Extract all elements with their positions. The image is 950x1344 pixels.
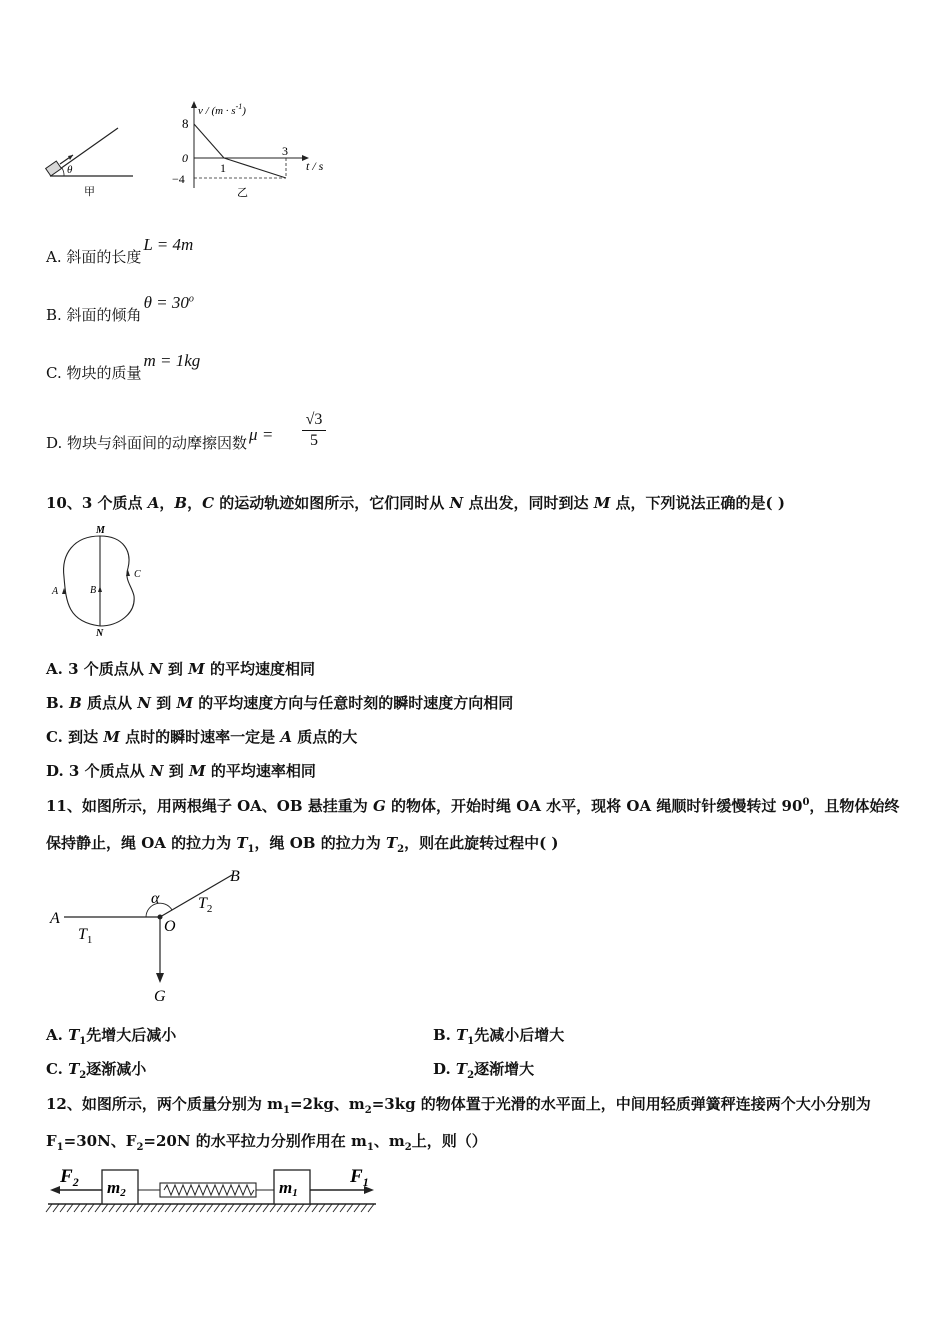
v-axis-label: $v / (m \cdot s^{-1})$ — [198, 102, 246, 117]
q10-stem: 10、3 个质点 A，B，C 的运动轨迹如图所示，它们同时从 N 点出发，同时到达 M 点，下列说法正确的是( ) — [46, 494, 785, 512]
point-m: M — [96, 525, 105, 536]
hatch-stroke — [354, 1204, 360, 1212]
option-label: B. 斜面的倾角 — [46, 306, 142, 324]
hatch-stroke — [137, 1204, 143, 1212]
hatch-stroke — [130, 1204, 136, 1212]
spring-balance-casing — [160, 1183, 256, 1197]
hatch-stroke — [102, 1204, 108, 1212]
point-n: N — [96, 628, 104, 639]
theta-label: θ — [67, 164, 73, 176]
hatch-stroke — [186, 1204, 192, 1212]
q11-option-c: C. $T_2$逐渐减小 — [46, 1060, 147, 1081]
option-math: $\theta = 30^o$ — [143, 293, 194, 312]
tick-0: 0 — [182, 151, 188, 165]
hatch-stroke — [172, 1204, 178, 1212]
v-t-segment-2 — [224, 158, 286, 178]
label-o: O — [164, 918, 176, 935]
tick-3: 3 — [282, 144, 288, 158]
block — [46, 161, 62, 176]
hatch-stroke — [368, 1204, 374, 1212]
tick-1: 1 — [220, 161, 226, 175]
option-label: A. 斜面的长度 — [46, 248, 142, 266]
option-math: μ = — [249, 425, 274, 444]
q11-option-a: A. $T_1$先增大后减小 — [46, 1026, 177, 1047]
incline-figure-jia — [40, 120, 140, 200]
spring-balance-figure — [44, 1160, 384, 1220]
label-c: C — [134, 569, 141, 580]
hatch-stroke — [207, 1204, 213, 1212]
jia-caption: 甲 — [84, 186, 95, 198]
hatch-stroke — [347, 1204, 353, 1212]
q12-stem-line-1: 12、如图所示，两个质量分别为 $m_1=2kg$、$m_2=3kg$ 的物体置于光滑的水平面上，中间用轻质弹簧秤连接两个大小分别为 — [46, 1095, 871, 1116]
hatch-stroke — [326, 1204, 332, 1212]
hatch-stroke — [158, 1204, 164, 1212]
q9-option-c — [46, 351, 201, 383]
label-t1: $T_1$ — [78, 926, 93, 946]
q12-stem-line-2: $F_1=30N$、$F_2=20N$ 的水平拉力分别作用在 $m_1$、$m_2$上，则（） — [46, 1132, 487, 1153]
option-label: C. 物块的质量 — [46, 364, 142, 382]
option-math: L = 4m — [143, 235, 194, 254]
yi-caption: 乙 — [237, 187, 248, 199]
hatch-stroke — [179, 1204, 185, 1212]
hatch-stroke — [235, 1204, 241, 1212]
hatch-stroke — [151, 1204, 157, 1212]
hatch-stroke — [305, 1204, 311, 1212]
q10-option-a: A. 3 个质点从 N 到 M 的平均速度相同 — [46, 660, 315, 678]
hatch-stroke — [74, 1204, 80, 1212]
label-b: B — [90, 585, 97, 596]
hatch-stroke — [256, 1204, 262, 1212]
hatch-stroke — [242, 1204, 248, 1212]
point-o — [158, 915, 163, 920]
hatch-stroke — [221, 1204, 227, 1212]
q9-option-d — [46, 425, 274, 453]
hatch-stroke — [228, 1204, 234, 1212]
hatch-stroke — [144, 1204, 150, 1212]
fraction-denominator: 5 — [310, 432, 318, 449]
hatch-stroke — [193, 1204, 199, 1212]
hatch-stroke — [109, 1204, 115, 1212]
q10-option-c: C. 到达 M 点时的瞬时速率一定是 A 质点的大 — [46, 728, 358, 746]
q10-option-b: B. B 质点从 N 到 M 的平均速度方向与任意时刻的瞬时速度方向相同 — [46, 694, 514, 712]
hatch-stroke — [284, 1204, 290, 1212]
rope-force-figure — [44, 862, 254, 1007]
label-a: A — [50, 910, 60, 927]
v-t-segment-1 — [194, 124, 224, 158]
hatch-stroke — [81, 1204, 87, 1212]
trajectory-c — [100, 536, 134, 626]
q11-stem-line-1: 11、如图所示，用两根绳子 OA、OB 悬挂重为 G 的物体，开始时绳 OA 水平，现将 OA 绳顺时针缓慢转过 $90^0$，且物体始终 — [46, 797, 900, 815]
label-m1: m1 — [279, 1178, 298, 1199]
q11-option-d: D. $T_2$逐渐增大 — [433, 1060, 535, 1081]
q11-option-b: B. $T_1$先减小后增大 — [433, 1026, 565, 1047]
rope-ob — [160, 875, 232, 917]
ground-hatching — [46, 1204, 374, 1212]
trajectory-figure — [46, 522, 156, 640]
option-label: D. 物块与斜面间的动摩擦因数 — [46, 434, 248, 452]
hatch-stroke — [60, 1204, 66, 1212]
tick-8: 8 — [182, 116, 189, 131]
tick-neg4: −4 — [172, 172, 185, 186]
q9-option-a — [46, 235, 194, 267]
hatch-stroke — [263, 1204, 269, 1212]
label-f2: $F_2$ — [60, 1166, 79, 1189]
label-f1: $F_1$ — [350, 1166, 369, 1189]
hatch-stroke — [312, 1204, 318, 1212]
q11-stem-line-2: 保持静止，绳 OA 的拉力为 $T_1$，绳 OB 的拉力为 $T_2$，则在此旋转过程中( ) — [46, 834, 559, 855]
q9-option-b — [46, 293, 194, 325]
hatch-stroke — [361, 1204, 367, 1212]
t-axis-label: t / s — [306, 159, 324, 173]
hatch-stroke — [46, 1204, 52, 1212]
hatch-stroke — [165, 1204, 171, 1212]
hatch-stroke — [53, 1204, 59, 1212]
hatch-stroke — [200, 1204, 206, 1212]
hatch-stroke — [95, 1204, 101, 1212]
label-t2: $T_2$ — [198, 895, 213, 915]
hatch-stroke — [88, 1204, 94, 1212]
mu-fraction — [302, 410, 326, 451]
hatch-stroke — [319, 1204, 325, 1212]
hatch-stroke — [298, 1204, 304, 1212]
hatch-stroke — [214, 1204, 220, 1212]
label-alpha: α — [151, 890, 160, 907]
velocity-time-graph-yi — [168, 98, 338, 202]
hatch-stroke — [333, 1204, 339, 1212]
option-math: m = 1kg — [143, 351, 201, 370]
label-g: G — [154, 988, 166, 1005]
label-b: B — [230, 868, 240, 885]
hatch-stroke — [116, 1204, 122, 1212]
label-a: A — [52, 586, 59, 597]
fraction-numerator: √3 — [302, 410, 326, 431]
label-m2: m2 — [107, 1178, 126, 1199]
q10-option-d: D. 3 个质点从 N 到 M 的平均速率相同 — [46, 762, 316, 780]
hatch-stroke — [340, 1204, 346, 1212]
hatch-stroke — [277, 1204, 283, 1212]
hatch-stroke — [67, 1204, 73, 1212]
trajectory-a — [64, 536, 100, 626]
hatch-stroke — [291, 1204, 297, 1212]
hatch-stroke — [249, 1204, 255, 1212]
hatch-stroke — [270, 1204, 276, 1212]
hatch-stroke — [123, 1204, 129, 1212]
